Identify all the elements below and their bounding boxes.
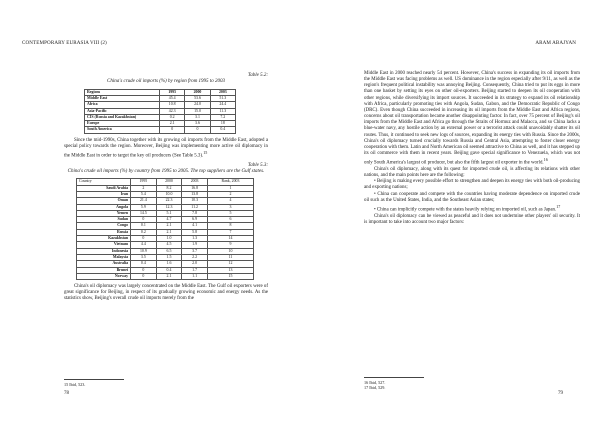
table-cell: Yemen (77, 210, 131, 216)
table-cell: Sudan (77, 217, 131, 223)
table-row (77, 273, 254, 279)
table-cell: 0 (185, 127, 210, 133)
table-5-2 (84, 89, 236, 134)
right-page (300, 0, 600, 424)
table-cell: 5.9 (131, 204, 157, 210)
table-cell: 2.1 (160, 121, 185, 127)
table-cell: Norway (77, 273, 131, 279)
table-cell: 8.2 (156, 185, 182, 191)
table-cell: Middle East (85, 95, 160, 101)
table-cell: 5.4 (131, 191, 157, 197)
table-cell: Europe (85, 121, 160, 127)
page-number: 79 (558, 391, 563, 396)
table-cell: 2.1 (156, 273, 182, 279)
body-paragraph: China's oil diplomacy can be viewed as peaceful and it does not undermine other players' oil security. It is important to take into account two major factors: (364, 213, 580, 225)
bullet-item: • China can cooperate and compete with the countries having moderate dependence on imported crude oil such as the United States, India, and the Southeast Asian states; (364, 191, 580, 203)
table-cell: 2.1 (156, 223, 182, 229)
table-5-3 (76, 178, 254, 280)
paragraph-text: Middle East in 2000 reached nearly 54 percent. However, China's success in expanding its oil imports from the Middle East was facing problems as well. US dominance in the region especially after 9/11, as well as the region's frequent political instability was annoying Beijing. Consequently, China tried to put its eggs in more than one basket by setting its eyes on other oil-exporters. Beijing started to deepen its oil cooperation with other regions, while diversifying its import sources. It succeeded in its strategy to expand its oil relationship with Africa, particularly promoting ties with Angola, Sudan, Gabon, and the Democratic Republic of Congo (DRC). Even though China succeeded in increasing its oil imports from the Middle East and Africa regions, concerns about oil transportation became another disappointing factor. In fact, over 75 percent of Beijing's oil imports from the Middle East and Africa go through the Straits of Hormuz and Malacca, and so China lacks a blue-water navy, any hostile action by an external power or a terrorist attack could unavoidably shatter its oil routes. Thus, it continued to seek new logs of sources, expanding its energy ties with Russia. Since the 2000s, China's oil diplomacy turned crucially towards Russia and Central Asia, attempting to foster closer energy cooperation with them. Latin and North American oil seemed attractive to China as well, and it has stepped up its oil commerce with them in recent years. Beijing gave special significance to Venezuela, which was not only South America's largest oil producer, but also the fifth largest oil exporter in the world. (364, 71, 580, 166)
table-cell: 0.1 (131, 223, 157, 229)
left-text-column (64, 73, 268, 303)
table-cell: 10.9 (131, 248, 157, 254)
table-5-2-label: Table 5.2: (247, 73, 268, 78)
table-cell: 4 (207, 198, 253, 204)
table-cell: 18 (210, 121, 235, 127)
table-cell: 24.0 (185, 102, 210, 108)
table-cell: 2.2 (182, 254, 208, 260)
header-cell: Regions (85, 89, 160, 95)
table-cell: 10.3 (182, 198, 208, 204)
table-cell: 6.5 (156, 248, 182, 254)
table-cell: 3 (207, 204, 253, 210)
table-cell: 11.2 (182, 204, 208, 210)
table-cell: 1.6 (156, 261, 182, 267)
table-cell: 0.2 (160, 114, 185, 120)
header-cell: 2000 (156, 179, 182, 185)
table-cell: 9 (207, 242, 253, 248)
bullet-item (364, 204, 580, 214)
page-number: 78 (64, 391, 69, 396)
table-cell: 7.2 (210, 114, 235, 120)
table-cell: Kazakhstan (77, 236, 131, 242)
table-5-3-label: Table 5.3: (247, 162, 268, 168)
table-cell: 0 (131, 217, 157, 223)
footnote-rule (64, 379, 124, 380)
table-cell: 3.5 (131, 254, 157, 260)
table-cell: 4.5 (156, 242, 182, 248)
table-cell: 1.0 (156, 236, 182, 242)
table-cell: Vietnam (77, 242, 131, 248)
table-cell: 12 (207, 261, 253, 267)
table-cell: 15.0 (185, 108, 210, 114)
header-cell: Rank, 2003 (207, 179, 253, 185)
table-cell: Oman (77, 198, 131, 204)
table-cell: 0.2 (131, 229, 157, 235)
table-cell: 2.1 (156, 229, 182, 235)
table-5-3-caption: China's crude oil imports (%) by country from 1995 to 2005. The top suppliers are the Gulf states. (67, 169, 265, 175)
table-cell: 11.3 (210, 108, 235, 114)
table-cell: 21.4 (131, 198, 157, 204)
footnote-ref: 16 (543, 157, 548, 163)
table-cell: 24.4 (210, 102, 235, 108)
table-cell: 10.8 (160, 102, 185, 108)
table-cell: 4.4 (131, 242, 157, 248)
table-cell: Australia (77, 261, 131, 267)
table-cell: CIS (Russia and Kazakhstan) (85, 114, 160, 120)
bullet-text: • China can implicitly compete with the states heavily relying on imported oil, such as Japan. (374, 207, 557, 213)
footnote: 15 Ibid, 523. (64, 382, 86, 387)
footnote-ref: 17 (556, 203, 561, 209)
body-paragraph: China's oil diplomacy, along with its quest for imported crude oil, is affecting its relations with other nations, and the main points here are the following: (364, 166, 580, 179)
table-cell: Africa (85, 102, 160, 108)
table-cell: 45.4 (160, 95, 185, 101)
table-cell: 2.0 (182, 261, 208, 267)
paragraph-text: Since the mid-1990s, China together with its growing oil imports from the Middle East, adopted a special policy towards the region. Moreover, Beijing was implementing more active oil diplomacy in the Middle East in order to target the key oil producers (See Table 5.3). (64, 137, 268, 159)
header-cell: 2000 (185, 89, 210, 95)
table-cell: Russia (77, 229, 131, 235)
table-cell: 12.3 (156, 204, 182, 210)
table-cell: 13 (207, 267, 253, 273)
table-cell: 1.3 (182, 236, 208, 242)
table-cell: Congo (77, 223, 131, 229)
table-cell: 5 (207, 210, 253, 216)
header-cell: Country (77, 179, 131, 185)
table-cell: Angola (77, 204, 131, 210)
table-cell: Saudi Arabia (77, 185, 131, 191)
table-cell: 0.4 (210, 127, 235, 133)
table-cell: 1.9 (182, 242, 208, 248)
footnotes (364, 380, 385, 391)
table-cell: 2 (131, 185, 157, 191)
table-cell: 0 (131, 236, 157, 242)
table-cell: 51.3 (210, 95, 235, 101)
table-cell: Malaysia (77, 254, 131, 260)
table-cell: 0 (131, 273, 157, 279)
footnote-rule (364, 377, 424, 378)
table-cell: 6.9 (182, 217, 208, 223)
header-cell: 1995 (131, 179, 157, 185)
table-cell: 15 (207, 273, 253, 279)
right-text-column (364, 71, 580, 226)
table-cell: South America (85, 127, 160, 133)
table-cell: 8 (207, 223, 253, 229)
body-paragraph (364, 71, 580, 167)
table-cell: 2 (207, 191, 253, 197)
table-cell: 0.4 (131, 261, 157, 267)
table-cell: 0 (160, 127, 185, 133)
table-cell: 7.8 (182, 210, 208, 216)
footnote: 16 Ibid, 527. (364, 380, 386, 385)
footnote: 17 Ibid, 529. (364, 385, 386, 391)
header-cell: 2003 (210, 89, 235, 95)
table-cell: 6 (207, 217, 253, 223)
body-paragraph: China's oil diplomacy was largely concentrated on the Middle East. The Gulf oil exporters were of great significance for Beijing, in respect of its gradually growing economic and energy needs. As the statistics show, Beijing's overall crude oil imports merely from the (64, 284, 268, 302)
footnote-ref: 15 (203, 150, 208, 155)
header-cell: 2003 (182, 179, 208, 185)
table-cell: 5.1 (156, 210, 182, 216)
table-cell: Indonesia (77, 248, 131, 254)
table-cell: 3.6 (185, 121, 210, 127)
table-cell: 53.6 (185, 95, 210, 101)
table-cell: 13.8 (182, 191, 208, 197)
table-cell: 3.1 (185, 114, 210, 120)
table-cell: 1 (207, 185, 253, 191)
table-cell: 16.8 (182, 185, 208, 191)
table-cell: 10.0 (156, 191, 182, 197)
table-cell: 14.5 (131, 210, 157, 216)
table-5-2-caption: China's crude oil imports (%) by region from 1995 to 2003 (107, 79, 225, 85)
table-cell: 42.3 (160, 108, 185, 114)
table-cell: 4.7 (156, 217, 182, 223)
table-cell: Asia-Pacific (85, 108, 160, 114)
table-cell: 4.1 (182, 223, 208, 229)
table-cell: 7 (207, 229, 253, 235)
table-cell: 11 (207, 254, 253, 260)
body-paragraph (64, 138, 268, 160)
table-cell: 0.4 (156, 267, 182, 273)
table-cell: 1.1 (182, 273, 208, 279)
table-cell: 22.3 (156, 198, 182, 204)
table-cell: 0 (131, 267, 157, 273)
table-cell: 14 (207, 236, 253, 242)
header-cell: 1995 (160, 89, 185, 95)
table-cell: Iran (77, 191, 131, 197)
table-cell: Brunei (77, 267, 131, 273)
right-running-head: ARAM ABAJYAN (535, 40, 576, 46)
table-cell: 3.7 (182, 248, 208, 254)
bullet-item: • Beijing is making every possible effort to strengthen and deepen its energy ties with both oil-producing and exporting nations; (364, 179, 580, 191)
table-cell: 1.7 (182, 267, 208, 273)
table-row (85, 127, 236, 133)
table-cell: 10 (207, 248, 253, 254)
left-running-head: CONTEMPORARY EURASIA VIII (2) (22, 40, 107, 46)
table-cell: 5.8 (182, 229, 208, 235)
table-cell: 1.5 (156, 254, 182, 260)
